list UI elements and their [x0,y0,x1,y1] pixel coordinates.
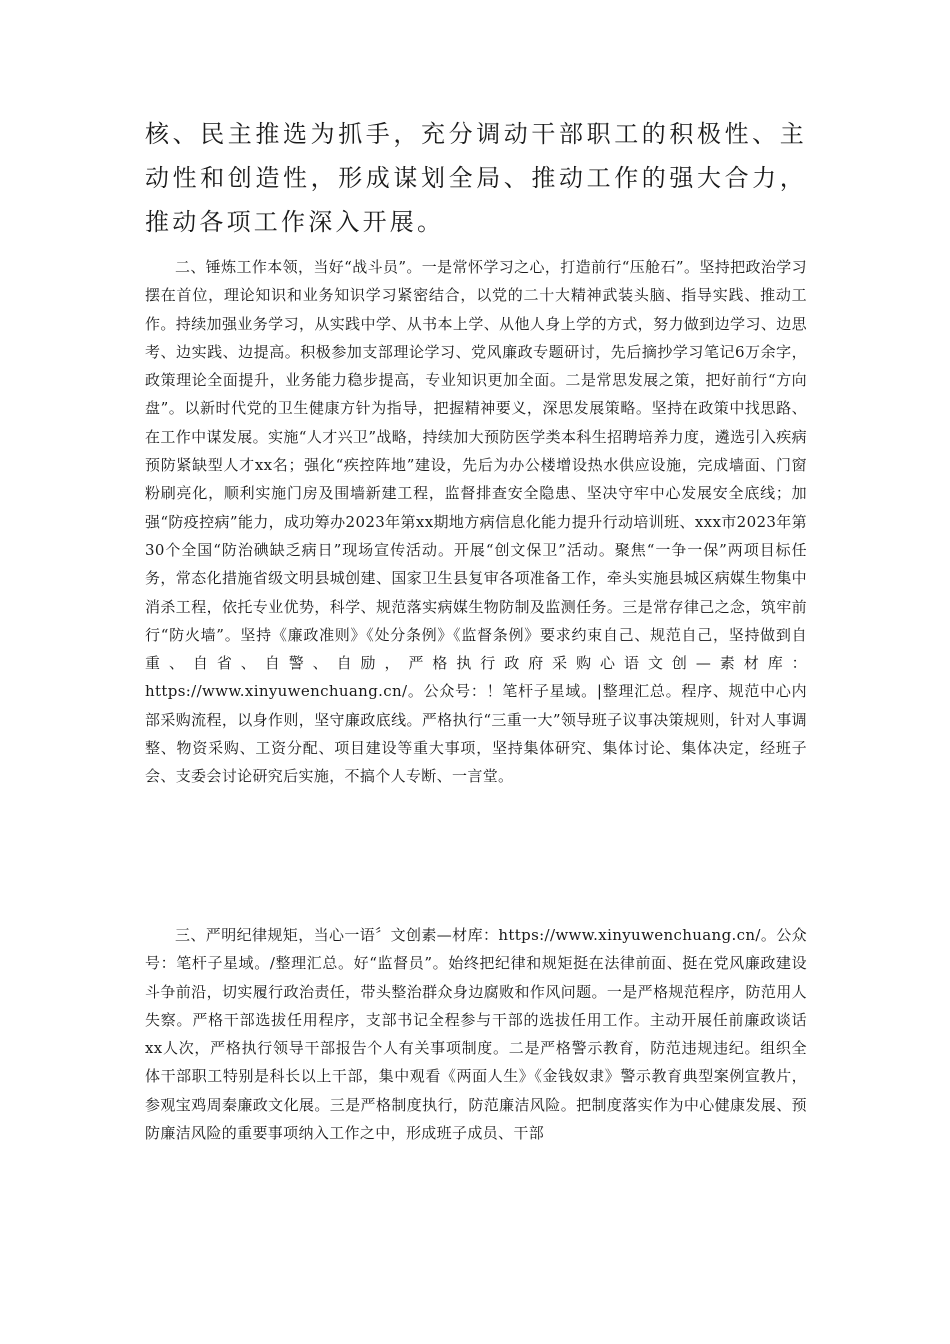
paragraph-section-3: 三、严明纪律规矩，当心一语〞文创素—材库：https://www.xinyuwenchuang.cn/。公众号：笔杆子星域。/整理汇总。好“监督员”。始终把纪律和规矩挺在法律前面、挺在党风廉政建设斗争前沿，切实履行政治责任，带头整治群众身边腐败和作风问题。一是严格规范程序，防范用人失察。严格干部选拔任用程序，支部书记全程参与干部的选拔任用工作。主动开展任前廉政谈话xx人次，严格执行领导干部报告个人有关事项制度。二是严格警示教育，防范违规违纪。组织全体干部职工特别是科长以上干部，集中观看《两面人生》《金钱奴隶》警示教育典型案例宣教片，参观宝鸡周秦廉政文化展。三是严格制度执行，防范廉洁风险。把制度落实作为中心健康发展、预防廉洁风险的重要事项纳入工作之中，形成班子成员、干部 [145,926,807,1143]
paragraph-section-2: 二、锤炼工作本领，当好“战斗员”。一是常怀学习之心，打造前行“压舱石”。坚持把政治学习摆在首位，理论知识和业务知识学习紧密结合，以党的二十大精神武装头脑、指导实践、推动工作。持续加强业务学习，从实践中学、从书本上学、从他人身上学的方式，努力做到边学习、边思考、边实践、边提高。积极参加支部理论学习、党风廉政专题研讨，先后摘抄学习笔记6万余字，政策理论全面提升，业务能力稳步提高，专业知识更加全面。二是常思发展之策，把好前行“方向盘”。以新时代党的卫生健康方针为指导，把握精神要义，深思发展策略。坚持在政策中找思路、在工作中谋发展。实施“人才兴卫”战略，持续加大预防医学类本科生招聘培养力度，遴选引入疾病预防紧缺型人才xx名；强化“疾控阵地”建设，先后为办公楼增设热水供应设施，完成墙面、门窗粉刷亮化，顺利实施门房及围墙新建工程，监督排查安全隐患、坚决守牢中心发展安全底线；加强“防疫控病”能力，成功筹办2023年第xx期地方病信息化能力提升行动培训班、xxx市2023年第30个全国“防治碘缺乏病日”现场宣传活动。开展“创文保卫”活动。聚焦“一争一保”两项目标任务，常态化措施省级文明县城创建、国家卫生县复审各项准备工作，牵头实施县城区病媒生物集中消杀工程，依托专业优势，科学、规范落实病媒生物防制及监测任务。三是常存律己之念，筑牢前行“防火墙”。坚持《廉政准则》《处分条例》《监督条例》要求约束自己、规范自己，坚持做到自重、自省、自警、自励，严格执行政府采购心语文创—素材库：https://www.xinyuwenchuang.cn/。公众号：！笔杆子星域。|整理汇总。程序、规范中心内部采购流程，以身作则，坚守廉政底线。严格执行“三重一大”领导班子议事决策规则，针对人事调整、物资采购、工资分配、项目建设等重大事项，坚持集体研究、集体讨论、集体决定，经班子会、支委会讨论研究后实施，不搞个人专断、一言堂。 [145,258,807,786]
paragraph-continuation: 核、民主推选为抓手，充分调动干部职工的积极性、主动性和创造性，形成谋划全局、推动工作的强大合力，推动各项工作深入开展。 [145,120,807,236]
